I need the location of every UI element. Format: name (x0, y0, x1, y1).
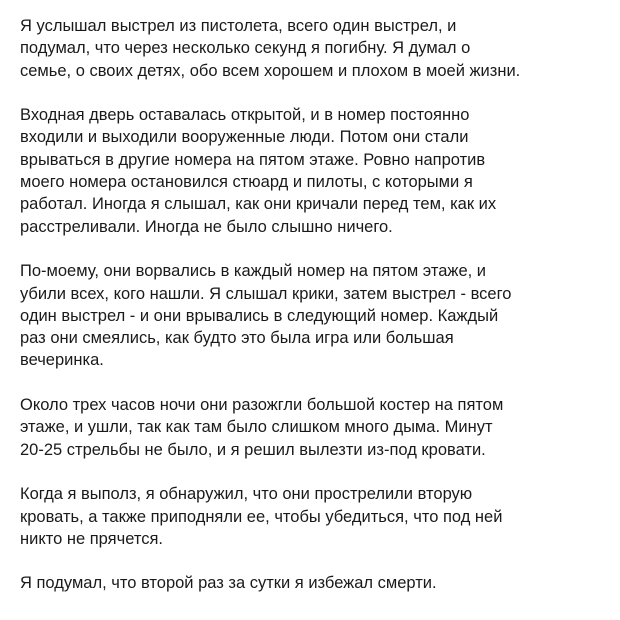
paragraph-2 (20, 104, 615, 238)
text-line: расстреливали. Иногда не было слышно ничего. (20, 217, 393, 236)
text-line: Около трех часов ночи они разожгли большой костер на пятом (20, 396, 504, 415)
text-line: вечеринка. (20, 351, 104, 370)
text-line: входили и выходили вооруженные люди. Потом они стали (20, 128, 469, 147)
paragraph-1 (20, 15, 615, 82)
text-line: По-моему, они ворвались в каждый номер на пятом этаже, и (20, 262, 487, 281)
text-line: убили всех, кого нашли. Я слышал крики, затем выстрел - всего (20, 284, 512, 303)
text-line: один выстрел - и они врывались в следующий номер. Каждый (20, 306, 499, 325)
text-line: подумал, что через несколько секунд я погибну. Я думал о (20, 39, 471, 58)
text-line: Входная дверь оставалась открытой, и в номер постоянно (20, 106, 470, 125)
text-line: моего номера остановился стюард и пилоты, с которыми я (20, 173, 473, 192)
text-line: Я услышал выстрел из пистолета, всего один выстрел, и (20, 17, 457, 35)
text-line: Я подумал, что второй раз за сутки я избежал смерти. (20, 574, 437, 593)
text-line: Когда я выполз, я обнаружил, что они прострелили вторую (20, 485, 473, 504)
text-line: врываться в другие номера на пятом этаже. Ровно напротив (20, 150, 486, 169)
text-line: 20-25 стрельбы не было, и я решил вылезти из-под кровати. (20, 440, 486, 459)
paragraph-4 (20, 394, 615, 461)
document-body (20, 15, 615, 595)
paragraph-3 (20, 260, 615, 371)
text-line: никто не прячется. (20, 529, 163, 548)
paragraph-6 (20, 572, 615, 594)
text-line: кровать, а также приподняли ее, чтобы убедиться, что под ней (20, 507, 503, 526)
text-line: раз они смеялись, как будто это была игра или большая (20, 329, 454, 348)
paragraph-5 (20, 483, 615, 550)
text-line: работал. Иногда я слышал, как они кричали перед тем, как их (20, 195, 497, 214)
text-line: семье, о своих детях, обо всем хорошем и плохом в моей жизни. (20, 61, 521, 80)
text-line: этаже, и ушли, так как там было слишком много дыма. Минут (20, 418, 493, 437)
